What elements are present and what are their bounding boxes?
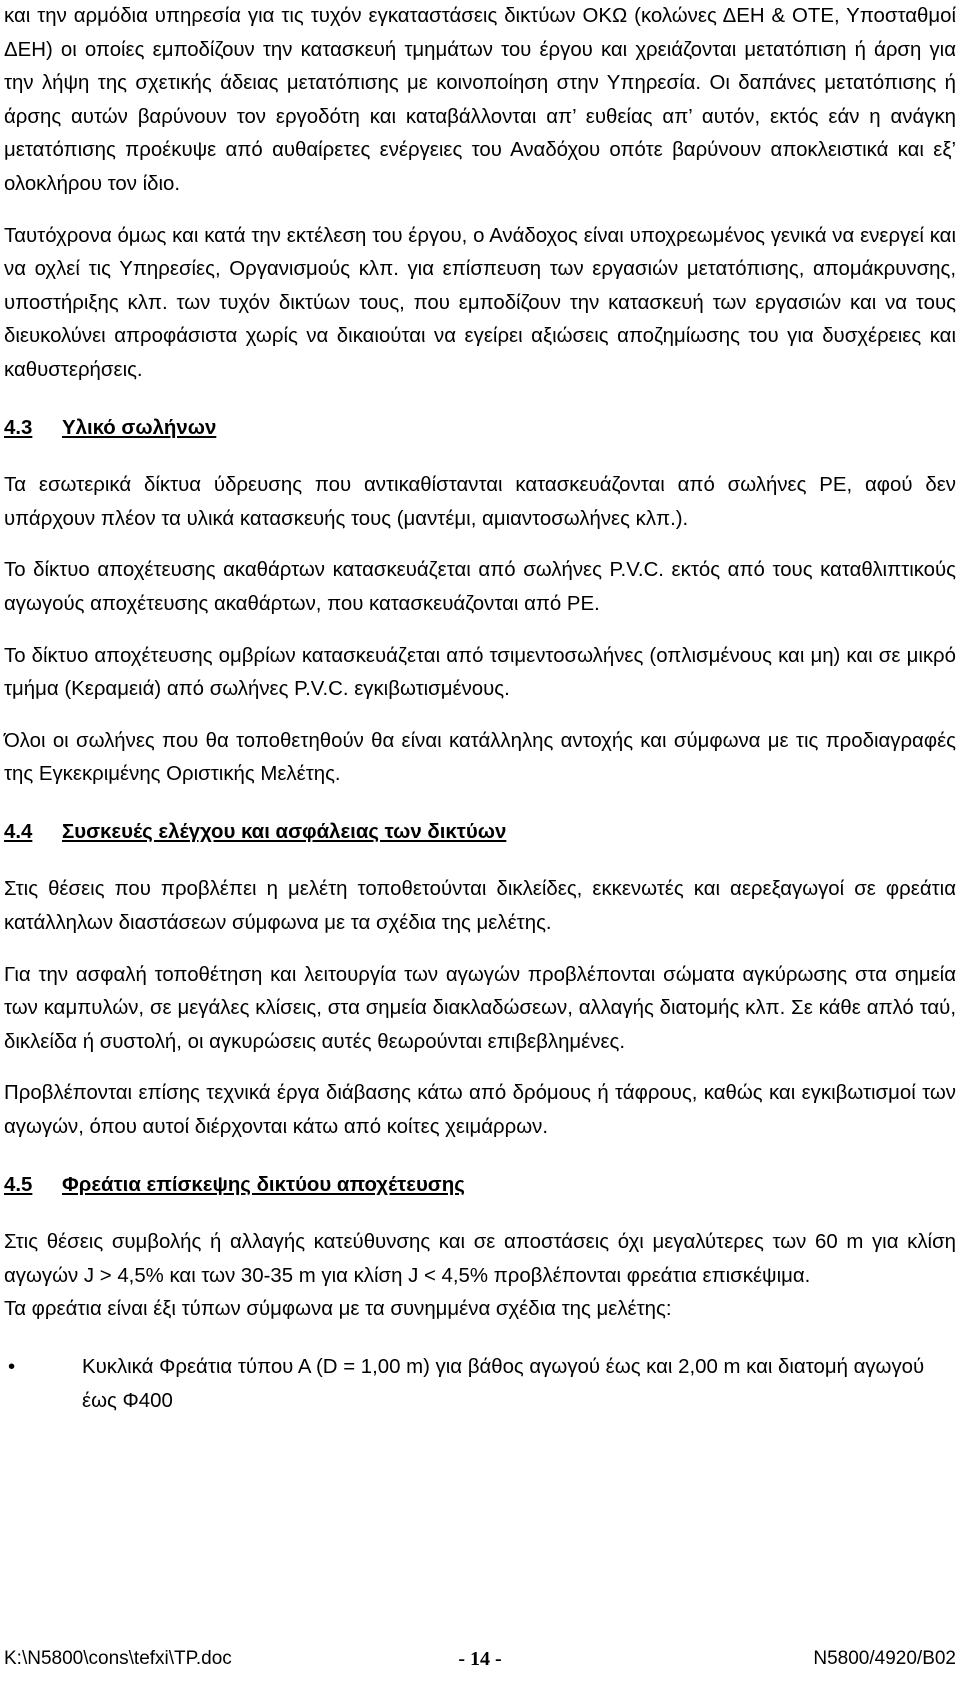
- paragraph-utility-relocation: [4, 0, 956, 202]
- footer-page-number: - 14 -: [458, 1648, 502, 1670]
- section-number: 4.5: [4, 1173, 33, 1196]
- section-heading-4-4: [4, 816, 956, 850]
- footer-document-code: N5800/4920/B02: [813, 1648, 956, 1669]
- document-body: [4, 0, 956, 1418]
- paragraph-utility-relocation-part2: Οι δαπάνες μετατόπισης ή άρσης αυτών βαρύνουν τον εργοδότη και καταβάλλονται απ’ ευθείας απ’ αυτόν, εκτός εάν η ανάγκη μετατόπισης προέκυψε από αυθαίρετες ενέργειες του Αναδόχου οπότε βαρύνουν αποκλειστικά και εξ’ ολοκλήρου τον ίδιο.: [4, 72, 956, 195]
- list-item: [4, 1351, 956, 1418]
- paragraph-pipe-strength: Όλοι οι σωλήνες που θα τοποθετηθούν θα είναι κατάλληλης αντοχής και σύμφωνα με τις προδιαγραφές της Εγκεκριμένης Οριστικής Μελέτης.: [4, 729, 956, 786]
- section-heading-4-5: [4, 1169, 956, 1203]
- paragraph-valves: Στις θέσεις που προβλέπει η μελέτη τοποθετούνται δικλείδες, εκκενωτές και αερεξαγωγοί σε φρεάτια κατάλληλων διαστάσεων σύμφωνα με τα σχέδια της μελέτης.: [4, 878, 956, 935]
- page-footer: [4, 1648, 956, 1678]
- paragraph-sewer-network-pipes: Το δίκτυο αποχέτευσης ακαθάρτων κατασκευάζεται από σωλήνες P.V.C. εκτός από τους καταθλιπτικούς αγωγούς αποχέτευσης ακαθάρτων, που κατασκευάζονται από PE.: [4, 559, 956, 615]
- section-title: Συσκευές ελέγχου και ασφάλειας των δικτύων: [62, 820, 507, 843]
- section-title: Υλικό σωλήνων: [62, 416, 217, 439]
- list-item-text: Κυκλικά Φρεάτια τύπου Α (D = 1,00 m) για βάθος αγωγού έως και 2,00 m και διατομή αγωγού έως Φ400: [82, 1356, 925, 1412]
- paragraph-contractor-obligations: Ταυτόχρονα όμως και κατά την εκτέλεση του έργου, ο Ανάδοχος είναι υποχρεωμένος γενικά να ενεργεί και να οχλεί τις Υπηρεσίες, Οργανισμούς κλπ. για επίσπευση των εργασιών μετατόπισης, απομάκρυνσης, υποστήριξης κλπ. των τυχόν δικτύων τους, που εμποδίζουν την κατασκευή των εργασιών και να τους διευκολύνει απροφάσιστα χωρίς να δικαιούται να εγείρει αξιώσεις αποζημίωσης του για δυσχέρειες και καθυστερήσεις.: [4, 224, 956, 381]
- paragraph-water-network-pipes: Τα εσωτερικά δίκτυα ύδρευσης που αντικαθίστανται κατασκευάζονται από σωλήνες PE, αφού δεν υπάρχουν πλέον τα υλικά κατασκευής τους (μαντέμι, αμιαντοσωλήνες κλπ.).: [4, 474, 956, 530]
- section-number: 4.4: [4, 820, 33, 843]
- paragraph-manhole-types: Τα φρεάτια είναι έξι τύπων σύμφωνα με τα συνημμένα σχέδια της μελέτης:: [4, 1298, 672, 1321]
- section-heading-4-3: [4, 412, 956, 446]
- section-number: 4.3: [4, 416, 33, 439]
- bullet-icon: •: [8, 1356, 16, 1378]
- paragraph-utility-relocation-part1: και την αρμόδια υπηρεσία για τις τυχόν εγκαταστάσεις δικτύων ΟΚΩ (κολώνες ΔΕΗ & ΟΤΕ, Υποσταθμοί ΔΕΗ) οι οποίες εμποδίζουν την κατασκευή τμημάτων του έργου και χρειάζονται μετατόπιση ή άρση για την λήψη της σχετικής άδειας μετατόπισης με κοινοποίηση στην Υπηρεσία.: [4, 5, 956, 95]
- paragraph-manhole-spacing: Στις θέσεις συμβολής ή αλλαγής κατεύθυνσης και σε αποστάσεις όχι μεγαλύτερες των 60 m για κλίση αγωγών J > 4,5% και των 30-35 m για κλίση J < 4,5% προβλέπονται φρεάτια επισκέψιμα.: [4, 1231, 956, 1287]
- footer-file-path: K:\N5800\cons\tefxi\TP.doc: [4, 1648, 232, 1669]
- paragraph-anchoring: Για την ασφαλή τοποθέτηση και λειτουργία των αγωγών προβλέπονται σώματα αγκύρωσης στα σημεία των καμπυλών, σε μεγάλες κλίσεις, στα σημεία διακλαδώσεων, αλλαγής διατομής κλπ. Σε κάθε απλό ταύ, δικλείδα ή συστολή, οι αγκυρώσεις αυτές θεωρούνται επιβεβλημένες.: [4, 963, 956, 1053]
- section-title: Φρεάτια επίσκεψης δικτύου αποχέτευσης: [62, 1173, 465, 1196]
- paragraph-crossings: Προβλέπονται επίσης τεχνικά έργα διάβασης κάτω από δρόμους ή τάφρους, καθώς και εγκιβωτισμοί των αγωγών, όπου αυτοί διέρχονται κάτω από κοίτες χειμάρρων.: [4, 1082, 956, 1139]
- paragraph-stormwater-network-pipes: Το δίκτυο αποχέτευσης ομβρίων κατασκευάζεται από τσιμεντοσωλήνες (οπλισμένους και μη) και σε μικρό τμήμα (Κεραμειά) από σωλήνες P.V.C. εγκιβωτισμένους.: [4, 644, 956, 701]
